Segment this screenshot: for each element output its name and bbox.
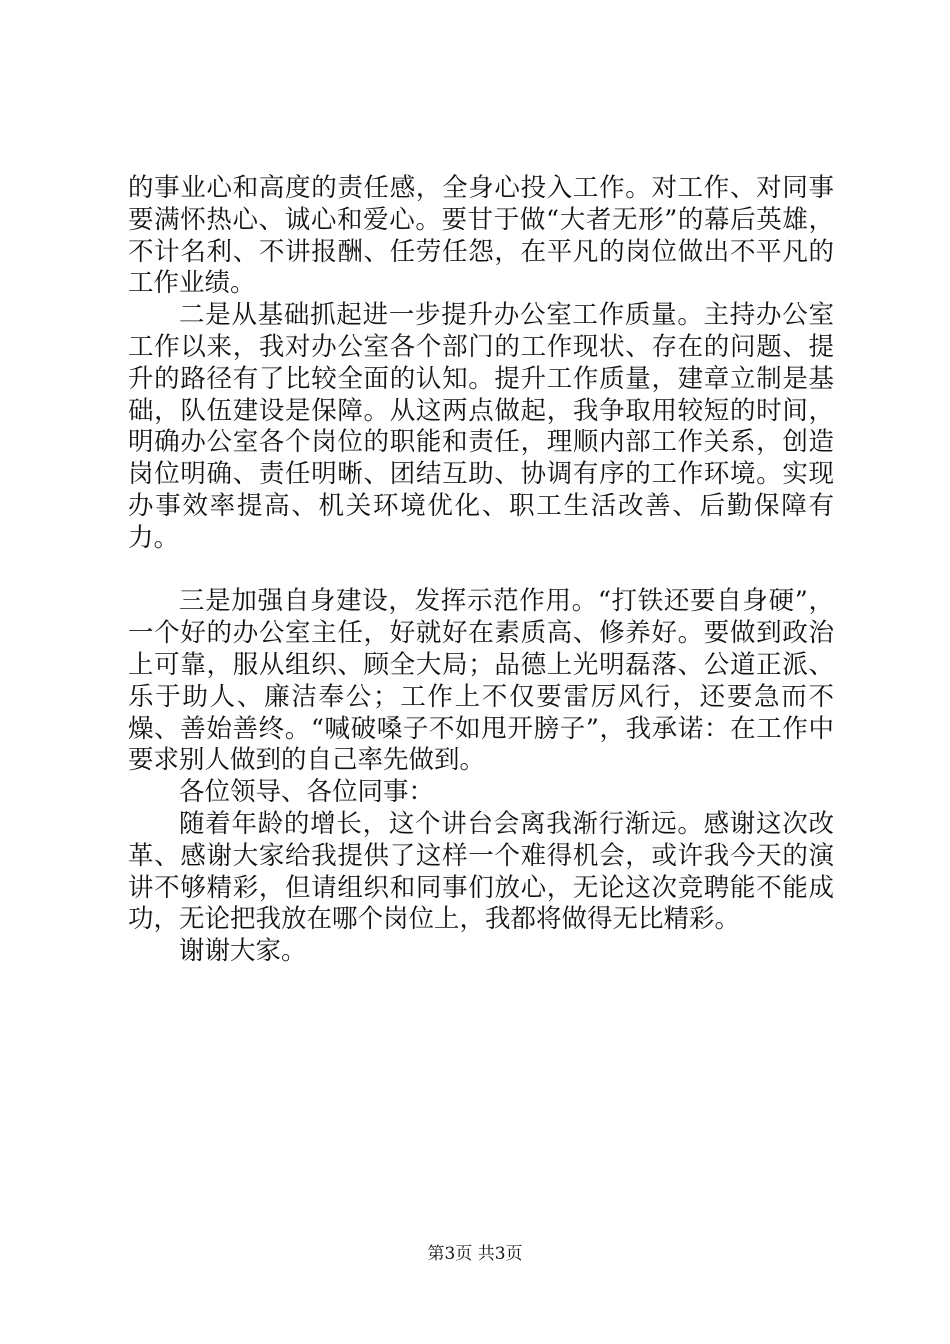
paragraph-salutation: 各位领导、各位同事： — [179, 777, 435, 808]
document-body — [128, 173, 834, 968]
paragraph-point-three: 三是加强自身建设，发挥示范作用。“打铁还要自身硬”，一个好的办公室主任，好就好在素质高、修养好。要做到政治上可靠，服从组织、顾全大局；品德上光明磊落、公道正派、乐于助人、廉洁奉公；工作上不仅要雷厉风行，还要急而不燥、善始善终。“喊破嗓子不如甩开膀子”，我承诺：在工作中要求别人做到的自己率先做到。 — [128, 586, 834, 776]
paragraph-point-two: 二是从基础抓起进一步提升办公室工作质量。主持办公室工作以来，我对办公室各个部门的工作现状、存在的问题、提升的路径有了比较全面的认知。提升工作质量，建章立制是基础，队伍建设是保障。从这两点做起，我争取用较短的时间，明确办公室各个岗位的职能和责任，理顺内部工作关系，创造岗位明确、责任明晰、团结互助、协调有序的工作环境。实现办事效率提高、机关环境优化、职工生活改善、后勤保障有力。 — [128, 300, 834, 553]
paragraph-closing: 随着年龄的增长，这个讲台会离我渐行渐远。感谢这次改革、感谢大家给我提供了这样一个难得机会，或许我今天的演讲不够精彩，但请组织和同事们放心，无论这次竞聘能不能成功，无论把我放在哪个岗位上，我都将做得无比精彩。 — [128, 808, 834, 935]
paragraph-thanks: 谢谢大家。 — [179, 936, 307, 967]
paragraph-continuation: 的事业心和高度的责任感，全身心投入工作。对工作、对同事要满怀热心、诚心和爱心。要甘于做“大者无形”的幕后英雄，不计名利、不讲报酬、任劳任怨，在平凡的岗位做出不平凡的工作业绩。 — [128, 173, 834, 299]
page-footer: 第3页 共3页 — [427, 1244, 523, 1264]
